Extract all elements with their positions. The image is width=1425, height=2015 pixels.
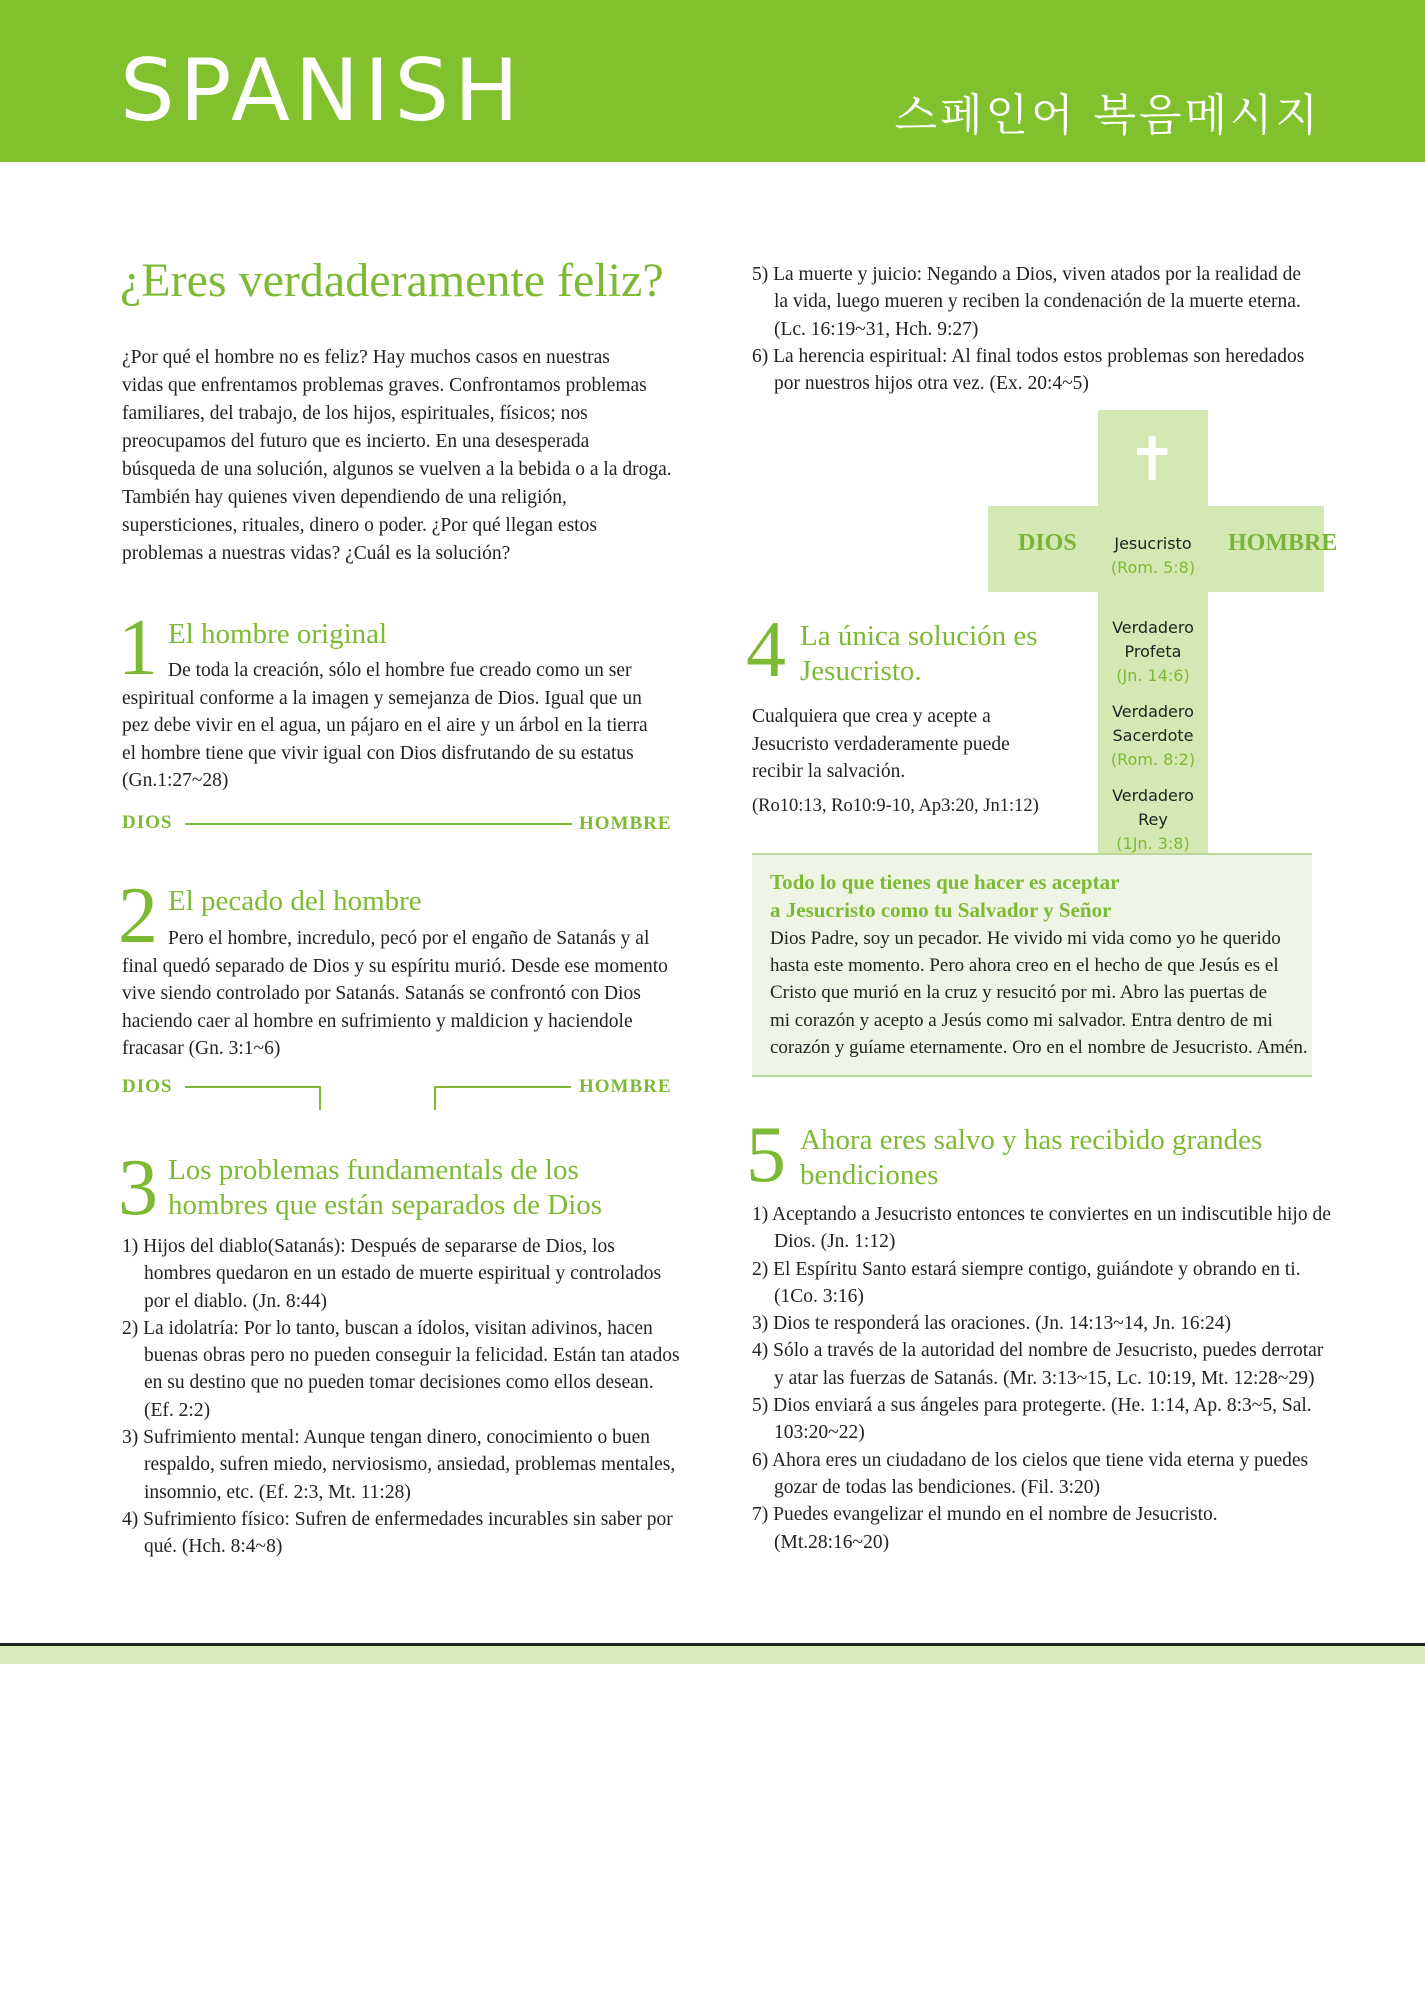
intro-line: supersticiones, rituales, dinero o poder. ¿Por qué llegan estos <box>122 515 597 536</box>
section-5-title <box>800 1123 1262 1193</box>
intro-line: ¿Por qué el hombre no es feliz? Hay muchos casos en nuestras <box>122 347 610 368</box>
cross-item-jesucristo <box>1098 532 1208 580</box>
section-4-line: Jesucristo verdaderamente puede <box>752 733 1010 755</box>
language-title: SPANISH <box>120 41 524 141</box>
section-1-number: 1 <box>118 604 158 692</box>
cross-item-ref: (Rom. 8:2) <box>1110 750 1196 769</box>
cross-item-ref: (1Jn. 3:8) <box>1116 834 1190 853</box>
list-item: 4) Sólo a través de la autoridad del nombre de Jesucristo, puedes derrotar y atar las fuerzas de Satanás. (Mr. 3:13~15, Lc. 10:19, Mt. 12:28~29) <box>752 1340 1324 1389</box>
header-banner <box>0 0 1425 162</box>
list-item: 1) Hijos del diablo(Satanás): Después de separarse de Dios, los hombres quedaron en un estado de muerte espiritual y controlados por el diablo. (Jn. 8:44) <box>122 1236 662 1312</box>
intro-line: familiares, del trabajo, de los hijos, espirituales, físicos; nos <box>122 403 588 424</box>
prayer-text <box>770 925 1308 1061</box>
intro-line: búsqueda de una solución, algunos se vuelven a la bebida o a la droga. <box>122 459 672 480</box>
cross-dios-label: DIOS <box>1018 530 1077 556</box>
list-item: 6) Ahora eres un ciudadano de los cielos que tiene vida eterna y puedes gozar de todas las bendiciones. (Fil. 3:20) <box>752 1449 1309 1498</box>
section-3-list <box>122 1233 682 1561</box>
section-1-line: pez debe vivir en el agua, un pájaro en el aire y un árbol en la tierra <box>122 715 648 736</box>
prayer-line: mi corazón y acepto a Jesús como mi salvador. Entra dentro de mi <box>770 1009 1273 1031</box>
section-4-title-line: La única solución es <box>800 620 1038 652</box>
cross-item-title: Verdadero Sacerdote <box>1112 702 1194 745</box>
section-2-line: final quedó separado de Dios y su espíritu murió. Desde ese momento <box>122 955 668 977</box>
section-1-line: el hombre tiene que vivir igual con Dios disfrutando de su estatus <box>122 742 634 764</box>
cross-item-title: Jesucristo <box>1114 534 1192 553</box>
section-1-title: El hombre original <box>168 618 388 650</box>
diagram-1-connection-line <box>185 823 572 825</box>
prayer-title <box>770 868 1119 924</box>
section-3-list-continued <box>752 261 1312 397</box>
diagram-2-right-bracket <box>434 1086 571 1110</box>
section-2-line: fracasar (Gn. 3:1~6) <box>122 1038 281 1059</box>
prayer-line: hasta este momento. Pero ahora creo en el hecho de que Jesús es el <box>770 955 1279 977</box>
section-1-body <box>122 657 648 795</box>
list-item: 4) Sufrimiento físico: Sufren de enfermedades incurables sin saber por qué. (Hch. 8:4~8) <box>122 1508 673 1558</box>
cross-item-title: Verdadero Profeta <box>1112 618 1194 661</box>
prayer-line: corazón y guíame eternamente. Oro en el nombre de Jesucristo. Amén. <box>770 1036 1308 1058</box>
cross-item-ref: (Rom. 5:8) <box>1110 558 1196 577</box>
diagram-1-hombre-label: HOMBRE <box>579 813 672 834</box>
section-3-title <box>168 1153 602 1223</box>
list-item: 5) La muerte y juicio: Negando a Dios, viven atados por la realidad de la vida, luego mueren y reciben la condenación de la muerte eterna. (Lc. 16:19~31, Hch. 9:27) <box>752 264 1302 340</box>
intro-paragraph <box>122 344 672 568</box>
footer-band <box>0 1646 1425 1664</box>
prayer-line: Dios Padre, soy un pecador. He vivido mi vida como yo he querido <box>770 928 1281 949</box>
section-3-title-line: hombres que están separados de Dios <box>168 1189 603 1221</box>
section-3-number: 3 <box>118 1144 158 1232</box>
section-5-list <box>752 1201 1332 1556</box>
prayer-title-line: Todo lo que tienes que hacer es aceptar <box>770 870 1120 894</box>
section-5-number: 5 <box>746 1111 786 1199</box>
section-4-line: Cualquiera que crea y acepte a <box>752 706 991 727</box>
section-3-title-line: Los problemas fundamentals de los <box>168 1154 579 1186</box>
list-item: 6) La herencia espiritual: Al final todos estos problemas son heredados por nuestros hijos otra vez. (Ex. 20:4~5) <box>752 345 1305 395</box>
list-item: 1) Aceptando a Jesucristo entonces te conviertes en un indiscutible hijo de Dios. (Jn. 1:12) <box>752 1204 1331 1253</box>
list-item: 7) Puedes evangelizar el mundo en el nombre de Jesucristo.(Mt.28:16~20) <box>752 1504 1218 1553</box>
diagram-1-dios-label: DIOS <box>122 812 173 833</box>
section-2-body <box>122 925 668 1063</box>
section-1-line: espiritual conforme a la imagen y semejanza de Dios. Igual que un <box>122 687 642 709</box>
list-item: 2) El Espíritu Santo estará siempre contigo, guiándote y obrando en ti. (1Co. 3:16) <box>752 1258 1301 1307</box>
section-4-references: (Ro10:13, Ro10:9-10, Ap3:20, Jn1:12) <box>752 796 1039 816</box>
section-2-line: haciendo caer al hombre en sufrimiento y maldicion y haciendole <box>122 1010 633 1032</box>
cross-hombre-label: HOMBRE <box>1228 530 1338 556</box>
list-item: 3) Sufrimiento mental: Aunque tengan dinero, conocimiento o buen respaldo, sufren miedo, nerviosismo, ansiedad, problemas mentales, insomnio, etc. (Ef. 2:3, Mt. 11:28) <box>122 1427 676 1503</box>
section-2-number: 2 <box>118 872 158 960</box>
list-item: 2) La idolatría: Por lo tanto, buscan a ídolos, visitan adivinos, hacen buenas obras pero no pueden conseguir la felicidad. Están tan atados en su destino que no pueden tomar decisiones como ellos desean. (Ef. 2:2) <box>122 1317 680 1421</box>
prayer-title-line: a Jesucristo como tu Salvador y Señor <box>770 898 1112 922</box>
intro-line: preocupamos del futuro que es incierto. En una desesperada <box>122 431 590 452</box>
section-4-line: recibir la salvación. <box>752 761 906 782</box>
section-4-number: 4 <box>746 606 786 694</box>
section-2-line: vive siendo controlado por Satanás. Satanás se confrontó con Dios <box>122 983 641 1004</box>
section-4-title <box>800 619 1038 689</box>
prayer-line: Cristo que murió en la cruz y resucitó por mi. Abro las puertas de <box>770 982 1268 1004</box>
section-5-title-line: bendiciones <box>800 1159 939 1191</box>
cross-icon: ✝ <box>1127 425 1178 495</box>
list-item: 5) Dios enviará a sus ángeles para protegerte. (He. 1:14, Ap. 8:3~5, Sal. 103:20~22) <box>752 1395 1312 1444</box>
intro-line: También hay quienes viven dependiendo de una religión, <box>122 487 567 508</box>
section-1-line: De toda la creación, sólo el hombre fue creado como un ser <box>168 660 632 681</box>
diagram-2-dios-label: DIOS <box>122 1076 173 1097</box>
intro-line: vidas que enfrentamos problemas graves. Confrontamos problemas <box>122 375 647 396</box>
diagram-2-hombre-label: HOMBRE <box>579 1076 672 1097</box>
section-4-title-line: Jesucristo. <box>800 655 922 687</box>
intro-line: problemas a nuestras vidas? ¿Cuál es la solución? <box>122 543 511 564</box>
cross-item-title: Verdadero Rey <box>1112 786 1194 829</box>
section-4-body <box>752 703 1010 786</box>
list-item: 3) Dios te responderá las oraciones. (Jn. 14:13~14, Jn. 16:24) <box>752 1313 1231 1335</box>
cross-item-ref: (Jn. 14:6) <box>1116 666 1190 685</box>
section-1-line: (Gn.1:27~28) <box>122 770 229 791</box>
section-5-title-line: Ahora eres salvo y has recibido grandes <box>800 1124 1263 1156</box>
korean-subtitle: 스페인어 복음메시지 <box>894 90 1321 141</box>
section-2-title: El pecado del hombre <box>168 885 422 917</box>
section-2-line: Pero el hombre, incredulo, pecó por el engaño de Satanás y al <box>168 928 650 949</box>
diagram-2-left-bracket <box>185 1086 321 1110</box>
page-title: ¿Eres verdaderamente feliz? <box>120 254 664 307</box>
